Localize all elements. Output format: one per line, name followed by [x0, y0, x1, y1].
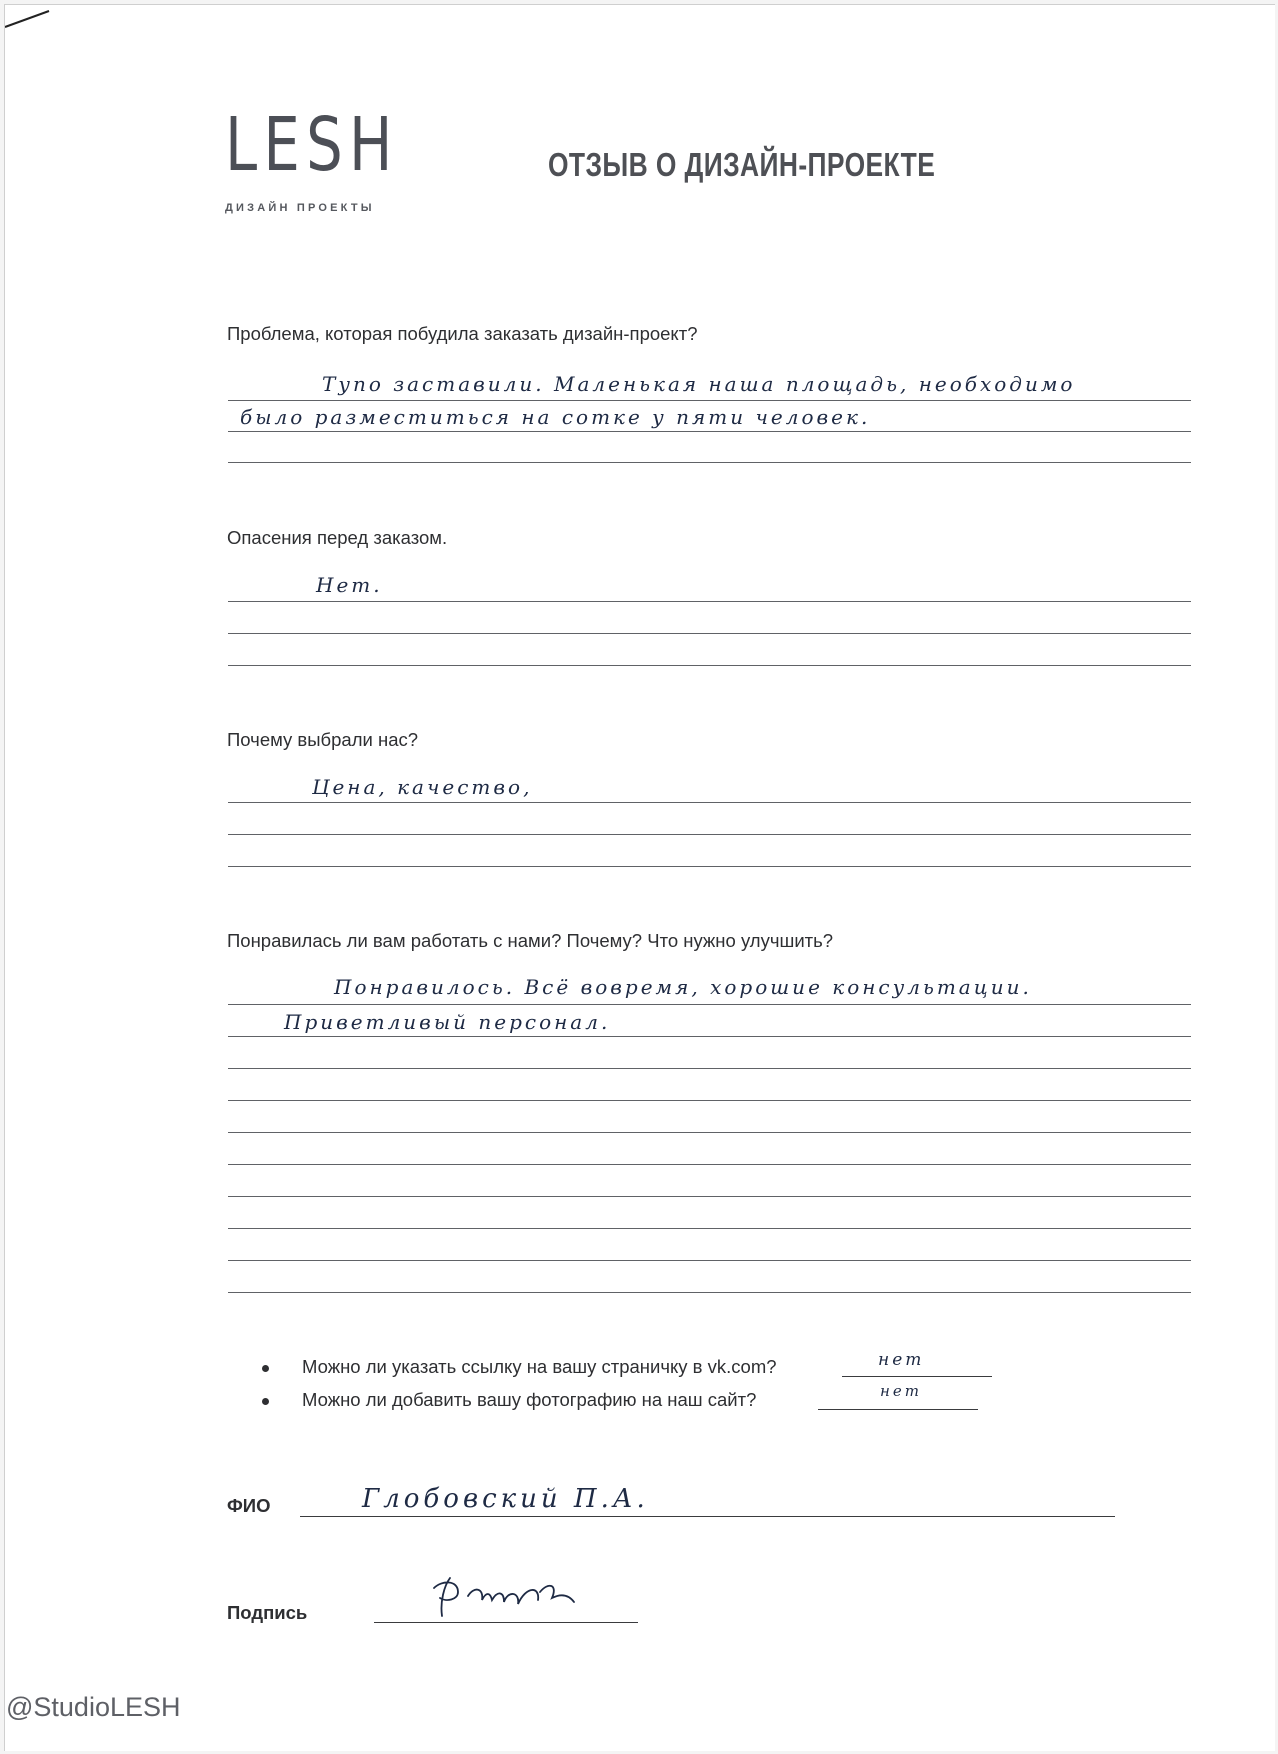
permission-photo-blank: [818, 1409, 978, 1410]
answer-rule: [228, 834, 1191, 835]
question-problem: Проблема, которая побудила заказать дизайн-проект?: [227, 323, 698, 344]
fio-label: ФИО: [227, 1495, 271, 1516]
lesh-logo: [225, 102, 448, 214]
question-concerns: Опасения перед заказом.: [227, 527, 448, 548]
handwritten-answer-why-us: Цена, качество,: [312, 775, 533, 799]
answer-rule: [228, 1100, 1191, 1101]
answer-rule: [228, 1260, 1191, 1261]
bullet-icon: [262, 1365, 269, 1372]
answer-rule: [228, 665, 1191, 666]
answer-rule: [228, 431, 1191, 432]
bullet-icon: [262, 1398, 269, 1405]
answer-rule: [228, 1196, 1191, 1197]
fio-blank: [300, 1516, 1115, 1517]
question-feedback: Понравилась ли вам работать с нами? Почему? Что нужно улучшить?: [227, 930, 834, 951]
signature-label: Подпись: [227, 1602, 308, 1623]
scan-corner-mark: [5, 5, 55, 31]
answer-rule: [228, 1164, 1191, 1165]
handwritten-fio: Глобовский П.А.: [362, 1484, 649, 1514]
logo-wordmark: LESH: [225, 102, 399, 188]
question-why-us: Почему выбрали нас?: [227, 729, 419, 750]
answer-rule: [228, 400, 1191, 401]
watermark-studio-lesh: @StudioLESH: [6, 1692, 181, 1722]
handwritten-answer-vk: нет: [878, 1350, 925, 1370]
answer-rule: [228, 1132, 1191, 1133]
answer-rule: [228, 802, 1191, 803]
handwritten-answer-feedback-line1: Понравилось. Всё вовремя, хорошие консультации.: [334, 975, 1032, 999]
handwritten-answer-photo: нет: [880, 1382, 922, 1400]
handwritten-answer-problem-line1: Тупо заставили. Маленькая наша площадь, необходимо: [322, 372, 1076, 396]
answer-rule: [228, 1068, 1191, 1069]
permission-vk-blank: [842, 1376, 992, 1377]
permission-vk-label: Можно ли указать ссылку на вашу страничку в vk.com?: [302, 1356, 777, 1377]
handwritten-answer-concerns: Нет.: [316, 573, 383, 597]
answer-rule: [228, 1292, 1191, 1293]
answer-rule: [228, 633, 1191, 634]
permission-photo-label: Можно ли добавить вашу фотографию на наш сайт?: [302, 1389, 757, 1410]
signature-blank: [374, 1622, 638, 1623]
answer-rule: [228, 1228, 1191, 1229]
answer-rule: [228, 1004, 1191, 1005]
handwritten-answer-feedback-line2: Приветливый персонал.: [284, 1010, 611, 1034]
answer-rule: [228, 462, 1191, 463]
document-title: ОТЗЫВ О ДИЗАЙН-ПРОЕКТЕ: [548, 146, 936, 183]
answer-rule: [228, 1036, 1191, 1037]
answer-rule: [228, 601, 1191, 602]
logo-tagline: ДИЗАЙН ПРОЕКТЫ: [225, 202, 375, 214]
handwritten-signature: [428, 1572, 588, 1622]
answer-rule: [228, 866, 1191, 867]
handwritten-answer-problem-line2: было разместиться на сотке у пяти человек.: [240, 405, 871, 429]
